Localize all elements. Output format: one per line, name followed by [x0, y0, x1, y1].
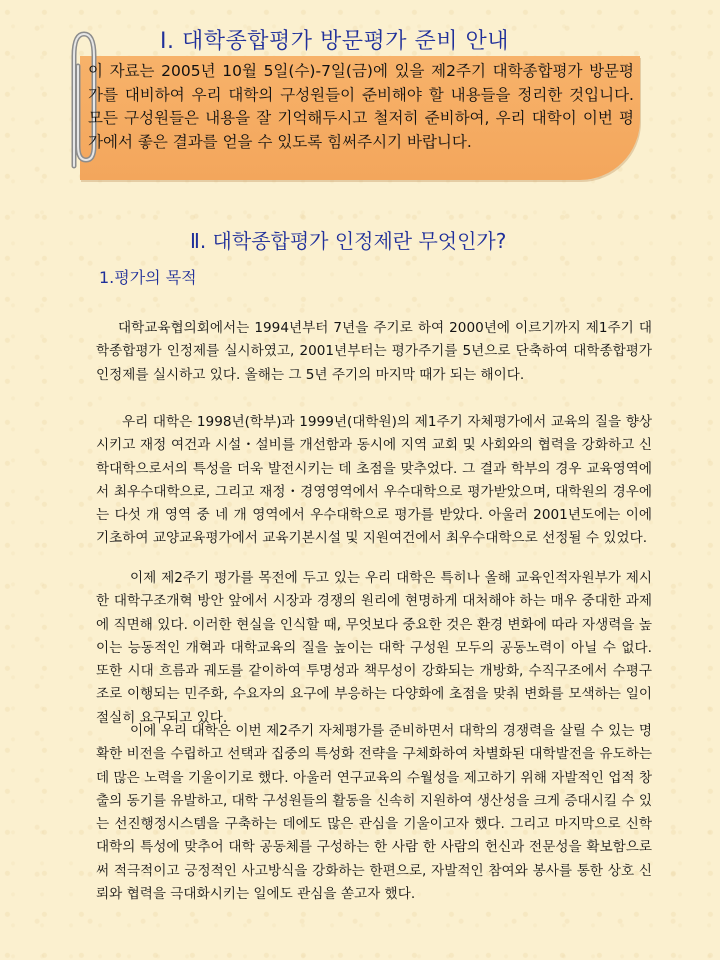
paragraph-4: 이에 우리 대학은 이번 제2주기 자체평가를 준비하면서 대학의 경쟁력을 살릴 수 있는 명확한 비전을 수립하고 선택과 집중의 특성화 전략을 구체화하여 차별화된 대학발전을 유도하는 데 많은 노력을 기울이기로 했다. 아울러 연구교육의 수월성을 제고하기 위해 자발적인 업적 창출의 동기를 유발하고, 대학 구성원들의 활동을 신속히 지원하여 생산성을 크게 증대시킬 수 있는 선진행정시스템을 구축하는 데에도 많은 관심을 기울이고자 했다. 그리고 마지막으로 신학대학의 특성에 맞추어 대학 공동체를 구성하는 한 사람 한 사람의 헌신과 전문성을 확보함으로써 적극적이고 긍정적인 사고방식을 강화하는 한편으로, 자발적인 참여와 봉사를 통한 상호 신뢰와 협력을 극대화시키는 일에도 관심을 쏟고자 했다. — [96, 723, 652, 903]
note-text: 이 자료는 2005년 10월 5일(수)-7일(금)에 있을 제2주기 대학종합평가 방문평가를 대비하여 우리 대학의 구성원들이 준비해야 할 내용들을 정리한 것입니다. 모든 구성원들은 내용을 잘 기억해두시고 철저히 준비하여, 우리 대학이 이번 평가에서 좋은 결과를 얻을 수 있도록 힘써주시기 바랍니다. — [88, 62, 634, 151]
paragraph-1: 대학교육협의회에서는 1994년부터 7년을 주기로 하여 2000년에 이르기까지 제1주기 대학종합평가 인정제를 실시하였고, 2001년부터는 평가주기를 5년으로 단축하여 대학종합평가 인정제를 실시하고 있다. 올해는 그 5년 주기의 마지막 때가 되는 해이다. — [96, 320, 652, 383]
section2-title: Ⅱ. 대학종합평가 인정제란 무엇인가? — [190, 229, 507, 253]
section1-title: Ⅰ. 대학종합평가 방문평가 준비 안내 — [160, 29, 509, 54]
paragraph-3: 이제 제2주기 평가를 목전에 두고 있는 우리 대학은 특히나 올해 교육인적자원부가 제시한 대학구조개혁 방안 앞에서 시장과 경쟁의 원리에 현명하게 대처해야 하는 매우 중대한 과제에 직면해 있다. 이러한 현실을 인식할 때, 무엇보다 중요한 것은 환경 변화에 따라 자생력을 높이는 능동적인 개혁과 대학교육의 질을 높이는 대학 구성원 모두의 공동노력이 아닐 수 없다. 또한 시대 흐름과 궤도를 같이하여 투명성과 책무성이 강화되는 개방화, 수직구조에서 수평구조로 이행되는 민주화, 수요자의 요구에 부응하는 다양화에 초점을 맞춰 변화를 모색하는 일이 절실히 요구되고 있다. — [96, 570, 652, 726]
subsection-title: 1.평가의 목적 — [99, 268, 197, 287]
paragraph-2: 우리 대학은 1998년(학부)과 1999년(대학원)의 제1주기 자체평가에서 교육의 질을 향상시키고 재정 여건과 시설・설비를 개선함과 동시에 지역 교회 및 사회와의 협력을 강화하고 신학대학으로서의 특성을 더욱 발전시키는 데 초점을 맞추었다. 그 결과 학부의 경우 교육영역에서 최우수대학으로, 그리고 재정・경영영역에서 우수대학으로 평가받았으며, 대학원의 경우에는 다섯 개 영역 중 네 개 영역에서 우수대학으로 평가를 받았다. 아울러 2001년도에는 이에 기초하여 교양교육평가에서 교육기본시설 및 지원여건에서 최우수대학으로 선정될 수 있었다. — [96, 414, 652, 547]
